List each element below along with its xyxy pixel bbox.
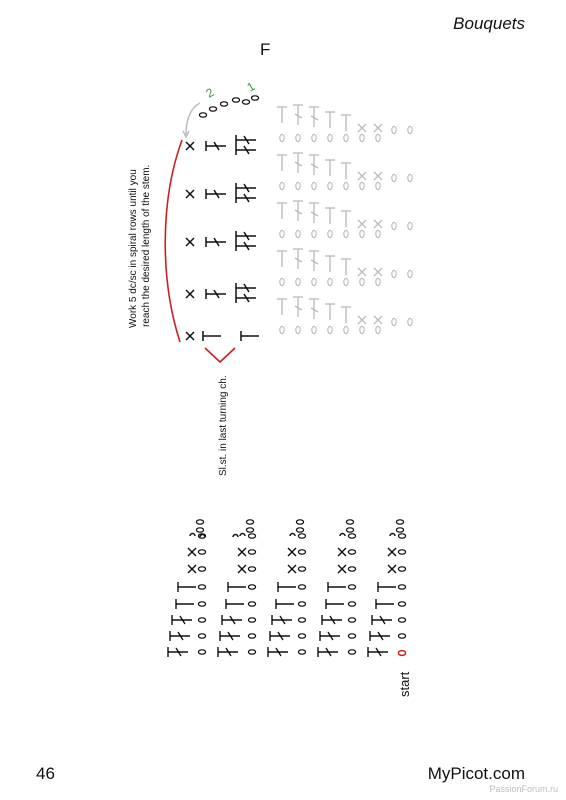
slst-bracket xyxy=(205,348,235,362)
page-number: 46 xyxy=(36,764,55,783)
stem-note-line-2: reach the desired length of the stem. xyxy=(141,164,152,327)
stem-note-line-1: Work 5 dc/sc in spiral rows until you xyxy=(128,169,139,328)
start-chain xyxy=(398,651,405,656)
round-number-2: 2 xyxy=(203,85,217,101)
round-number-1: 1 xyxy=(244,79,258,95)
site-name: MyPicot.com xyxy=(427,764,525,783)
watermark: PassionForum.ru xyxy=(489,784,558,794)
page-header-title: Bouquets xyxy=(453,14,525,33)
bottom-chart xyxy=(168,520,406,657)
top-grey-blocks xyxy=(277,105,412,334)
start-label: start xyxy=(397,671,412,697)
slst-note: Sl.st. in last turning ch. xyxy=(218,375,229,476)
diagram-section-letter: F xyxy=(260,40,271,59)
stem-bracket xyxy=(165,140,182,342)
